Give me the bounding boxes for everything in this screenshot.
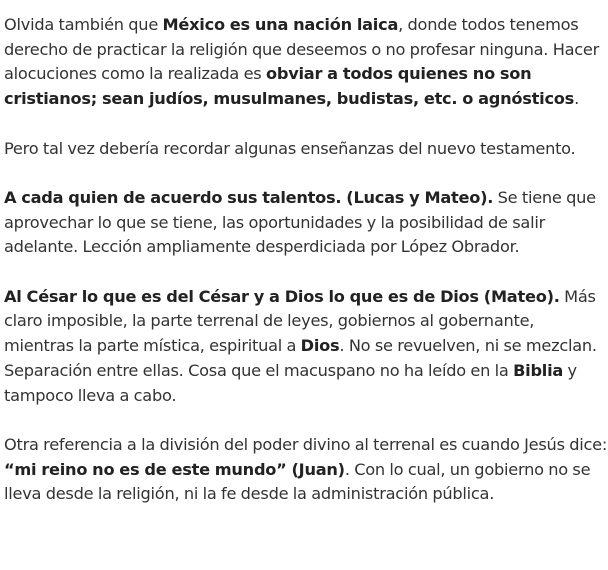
paragraph-cesar	[4, 285, 608, 409]
text-segment: , donde todos tenemos derecho de practicar la religión que deseemos o no profesar ninguna. Hacer alocuciones como la realizada es	[4, 15, 600, 84]
emphasis-segment: Al César lo que es del César y a Dios lo que es de Dios (Mateo).	[4, 286, 560, 306]
emphasis-segment: “mi reino no es de este mundo” (Juan)	[4, 459, 345, 479]
paragraph-reino	[4, 433, 608, 507]
paragraph-nuevo-testamento	[4, 137, 608, 162]
text-segment: Se tiene que aprovechar lo que se tiene, las oportunidades y la posibilidad de salir adelante. Lección ampliamente desperdiciada por López Obrador.	[4, 187, 596, 257]
text-segment: Otra referencia a la división del poder divino al terrenal es cuando Jesús dice:	[4, 434, 608, 454]
paragraph-talentos	[4, 186, 608, 260]
emphasis-segment: obviar a todos quienes no son cristianos; sean judíos, musulmanes, budistas, etc. o agnósticos	[4, 64, 575, 109]
emphasis-segment: Dios	[300, 336, 340, 356]
text-segment: Olvida también que	[4, 15, 163, 34]
emphasis-segment: Biblia	[513, 360, 564, 380]
paragraph-mexico-laica	[4, 13, 608, 112]
emphasis-segment: México es una nación laica	[162, 15, 399, 34]
text-segment: . Con lo cual, un gobierno no se lleva desde la religión, ni la fe desde la administración pública.	[4, 459, 591, 504]
text-segment: .	[574, 89, 579, 109]
text-segment: . No se revuelven, ni se mezclan. Separación entre ellas. Cosa que el macuspano no ha leído en la	[4, 336, 597, 380]
text-segment: Pero tal vez debería recordar algunas enseñanzas del nuevo testamento.	[4, 138, 576, 158]
text-segment: Más claro imposible, la parte terrenal de leyes, gobiernos al gobernante, mientras la parte mística, espiritual a	[4, 286, 596, 356]
emphasis-segment: A cada quien de acuerdo sus talentos. (Lucas y Mateo).	[4, 187, 494, 207]
text-segment: y tampoco lleva a cabo.	[4, 360, 577, 405]
